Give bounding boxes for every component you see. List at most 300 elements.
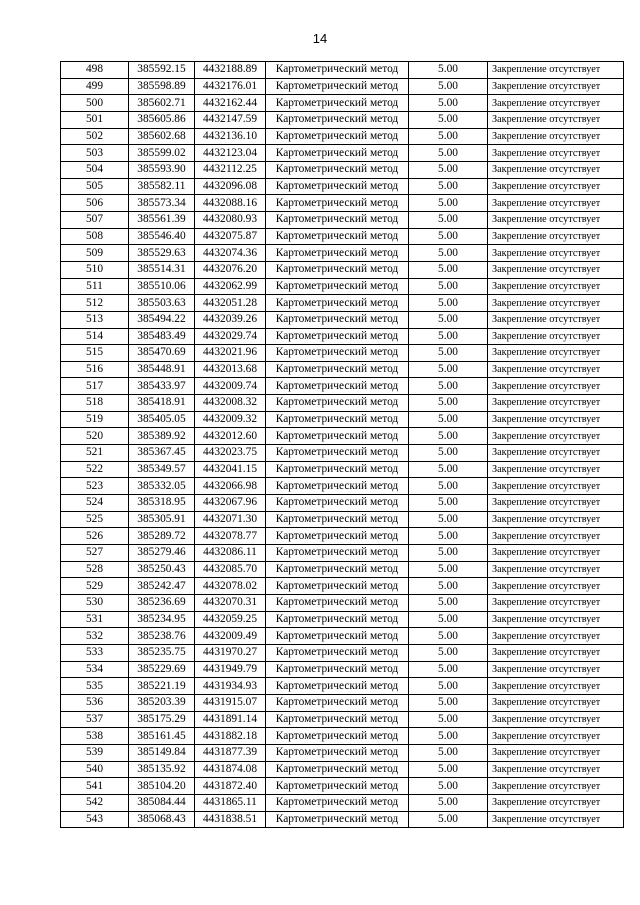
- table-row: [61, 561, 624, 578]
- accuracy-cell: 5.00: [409, 95, 488, 112]
- accuracy-cell: 5.00: [409, 395, 488, 412]
- table-row: [61, 744, 624, 761]
- table-row: [61, 528, 624, 545]
- table-row: [61, 161, 624, 178]
- table-row: [61, 511, 624, 528]
- fixation-cell: Закрепление отсутствует: [488, 345, 624, 362]
- accuracy-cell: 5.00: [409, 644, 488, 661]
- x-coordinate-cell: 385598.89: [129, 78, 195, 95]
- y-coordinate-cell: 4432074.36: [195, 245, 266, 262]
- accuracy-cell: 5.00: [409, 111, 488, 128]
- table-row: [61, 778, 624, 795]
- table-row: [61, 428, 624, 445]
- method-cell: Картометрический метод: [266, 595, 409, 612]
- point-number-cell: 511: [61, 278, 129, 295]
- fixation-cell: Закрепление отсутствует: [488, 128, 624, 145]
- table-row: [61, 128, 624, 145]
- accuracy-cell: 5.00: [409, 311, 488, 328]
- method-cell: Картометрический метод: [266, 578, 409, 595]
- fixation-cell: Закрепление отсутствует: [488, 678, 624, 695]
- accuracy-cell: 5.00: [409, 328, 488, 345]
- x-coordinate-cell: 385175.29: [129, 711, 195, 728]
- x-coordinate-cell: 385592.15: [129, 62, 195, 79]
- x-coordinate-cell: 385236.69: [129, 595, 195, 612]
- point-number-cell: 501: [61, 111, 129, 128]
- method-cell: Картометрический метод: [266, 228, 409, 245]
- fixation-cell: Закрепление отсутствует: [488, 794, 624, 811]
- y-coordinate-cell: 4431891.14: [195, 711, 266, 728]
- table-row: [61, 661, 624, 678]
- accuracy-cell: 5.00: [409, 545, 488, 562]
- method-cell: Картометрический метод: [266, 95, 409, 112]
- point-number-cell: 537: [61, 711, 129, 728]
- accuracy-cell: 5.00: [409, 345, 488, 362]
- method-cell: Картометрический метод: [266, 778, 409, 795]
- accuracy-cell: 5.00: [409, 728, 488, 745]
- y-coordinate-cell: 4432123.04: [195, 145, 266, 162]
- fixation-cell: Закрепление отсутствует: [488, 411, 624, 428]
- accuracy-cell: 5.00: [409, 711, 488, 728]
- accuracy-cell: 5.00: [409, 628, 488, 645]
- x-coordinate-cell: 385448.91: [129, 361, 195, 378]
- x-coordinate-cell: 385229.69: [129, 661, 195, 678]
- method-cell: Картометрический метод: [266, 545, 409, 562]
- method-cell: Картометрический метод: [266, 528, 409, 545]
- y-coordinate-cell: 4431874.08: [195, 761, 266, 778]
- point-number-cell: 535: [61, 678, 129, 695]
- x-coordinate-cell: 385503.63: [129, 295, 195, 312]
- point-number-cell: 531: [61, 611, 129, 628]
- point-number-cell: 498: [61, 62, 129, 79]
- y-coordinate-cell: 4432041.15: [195, 461, 266, 478]
- x-coordinate-cell: 385367.45: [129, 445, 195, 462]
- method-cell: Картометрический метод: [266, 311, 409, 328]
- fixation-cell: Закрепление отсутствует: [488, 395, 624, 412]
- coordinates-table: [60, 61, 624, 828]
- method-cell: Картометрический метод: [266, 744, 409, 761]
- method-cell: Картометрический метод: [266, 78, 409, 95]
- table-row: [61, 245, 624, 262]
- method-cell: Картометрический метод: [266, 711, 409, 728]
- method-cell: Картометрический метод: [266, 395, 409, 412]
- y-coordinate-cell: 4432075.87: [195, 228, 266, 245]
- table-row: [61, 445, 624, 462]
- fixation-cell: Закрепление отсутствует: [488, 95, 624, 112]
- accuracy-cell: 5.00: [409, 245, 488, 262]
- point-number-cell: 536: [61, 694, 129, 711]
- x-coordinate-cell: 385349.57: [129, 461, 195, 478]
- table-row: [61, 95, 624, 112]
- table-row: [61, 478, 624, 495]
- fixation-cell: Закрепление отсутствует: [488, 428, 624, 445]
- point-number-cell: 512: [61, 295, 129, 312]
- point-number-cell: 510: [61, 261, 129, 278]
- point-number-cell: 523: [61, 478, 129, 495]
- accuracy-cell: 5.00: [409, 811, 488, 828]
- method-cell: Картометрический метод: [266, 261, 409, 278]
- point-number-cell: 541: [61, 778, 129, 795]
- table-row: [61, 794, 624, 811]
- x-coordinate-cell: 385084.44: [129, 794, 195, 811]
- x-coordinate-cell: 385289.72: [129, 528, 195, 545]
- x-coordinate-cell: 385602.71: [129, 95, 195, 112]
- accuracy-cell: 5.00: [409, 78, 488, 95]
- fixation-cell: Закрепление отсутствует: [488, 62, 624, 79]
- y-coordinate-cell: 4431949.79: [195, 661, 266, 678]
- point-number-cell: 521: [61, 445, 129, 462]
- y-coordinate-cell: 4432039.26: [195, 311, 266, 328]
- fixation-cell: Закрепление отсутствует: [488, 811, 624, 828]
- y-coordinate-cell: 4432062.99: [195, 278, 266, 295]
- table-row: [61, 811, 624, 828]
- table-row: [61, 361, 624, 378]
- y-coordinate-cell: 4432012.60: [195, 428, 266, 445]
- y-coordinate-cell: 4431865.11: [195, 794, 266, 811]
- y-coordinate-cell: 4432023.75: [195, 445, 266, 462]
- accuracy-cell: 5.00: [409, 195, 488, 212]
- fixation-cell: Закрепление отсутствует: [488, 245, 624, 262]
- table-row: [61, 411, 624, 428]
- table-row: [61, 78, 624, 95]
- accuracy-cell: 5.00: [409, 578, 488, 595]
- method-cell: Картометрический метод: [266, 145, 409, 162]
- x-coordinate-cell: 385561.39: [129, 211, 195, 228]
- point-number-cell: 527: [61, 545, 129, 562]
- table-row: [61, 628, 624, 645]
- accuracy-cell: 5.00: [409, 378, 488, 395]
- fixation-cell: Закрепление отсутствует: [488, 228, 624, 245]
- accuracy-cell: 5.00: [409, 661, 488, 678]
- method-cell: Картометрический метод: [266, 561, 409, 578]
- point-number-cell: 515: [61, 345, 129, 362]
- point-number-cell: 540: [61, 761, 129, 778]
- y-coordinate-cell: 4432080.93: [195, 211, 266, 228]
- y-coordinate-cell: 4431872.40: [195, 778, 266, 795]
- method-cell: Картометрический метод: [266, 761, 409, 778]
- fixation-cell: Закрепление отсутствует: [488, 628, 624, 645]
- accuracy-cell: 5.00: [409, 611, 488, 628]
- y-coordinate-cell: 4432067.96: [195, 495, 266, 512]
- fixation-cell: Закрепление отсутствует: [488, 78, 624, 95]
- accuracy-cell: 5.00: [409, 528, 488, 545]
- point-number-cell: 504: [61, 161, 129, 178]
- y-coordinate-cell: 4432136.10: [195, 128, 266, 145]
- table-row: [61, 611, 624, 628]
- accuracy-cell: 5.00: [409, 511, 488, 528]
- y-coordinate-cell: 4432085.70: [195, 561, 266, 578]
- point-number-cell: 530: [61, 595, 129, 612]
- accuracy-cell: 5.00: [409, 411, 488, 428]
- accuracy-cell: 5.00: [409, 694, 488, 711]
- table-row: [61, 378, 624, 395]
- x-coordinate-cell: 385242.47: [129, 578, 195, 595]
- fixation-cell: Закрепление отсутствует: [488, 145, 624, 162]
- y-coordinate-cell: 4431877.39: [195, 744, 266, 761]
- table-row: [61, 595, 624, 612]
- fixation-cell: Закрепление отсутствует: [488, 595, 624, 612]
- coordinates-table-body: [61, 62, 624, 828]
- table-row: [61, 345, 624, 362]
- table-row: [61, 145, 624, 162]
- y-coordinate-cell: 4432008.32: [195, 395, 266, 412]
- method-cell: Картометрический метод: [266, 411, 409, 428]
- point-number-cell: 542: [61, 794, 129, 811]
- y-coordinate-cell: 4432009.74: [195, 378, 266, 395]
- table-row: [61, 728, 624, 745]
- y-coordinate-cell: 4432176.01: [195, 78, 266, 95]
- y-coordinate-cell: 4432066.98: [195, 478, 266, 495]
- accuracy-cell: 5.00: [409, 145, 488, 162]
- point-number-cell: 520: [61, 428, 129, 445]
- y-coordinate-cell: 4432009.49: [195, 628, 266, 645]
- accuracy-cell: 5.00: [409, 428, 488, 445]
- point-number-cell: 499: [61, 78, 129, 95]
- point-number-cell: 509: [61, 245, 129, 262]
- point-number-cell: 505: [61, 178, 129, 195]
- fixation-cell: Закрепление отсутствует: [488, 761, 624, 778]
- accuracy-cell: 5.00: [409, 228, 488, 245]
- fixation-cell: Закрепление отсутствует: [488, 728, 624, 745]
- method-cell: Картометрический метод: [266, 478, 409, 495]
- x-coordinate-cell: 385405.05: [129, 411, 195, 428]
- point-number-cell: 522: [61, 461, 129, 478]
- accuracy-cell: 5.00: [409, 495, 488, 512]
- y-coordinate-cell: 4432013.68: [195, 361, 266, 378]
- accuracy-cell: 5.00: [409, 178, 488, 195]
- x-coordinate-cell: 385573.34: [129, 195, 195, 212]
- fixation-cell: Закрепление отсутствует: [488, 561, 624, 578]
- table-row: [61, 545, 624, 562]
- fixation-cell: Закрепление отсутствует: [488, 278, 624, 295]
- accuracy-cell: 5.00: [409, 161, 488, 178]
- x-coordinate-cell: 385279.46: [129, 545, 195, 562]
- table-row: [61, 578, 624, 595]
- y-coordinate-cell: 4432076.20: [195, 261, 266, 278]
- x-coordinate-cell: 385238.76: [129, 628, 195, 645]
- fixation-cell: Закрепление отсутствует: [488, 478, 624, 495]
- x-coordinate-cell: 385389.92: [129, 428, 195, 445]
- x-coordinate-cell: 385582.11: [129, 178, 195, 195]
- y-coordinate-cell: 4432009.32: [195, 411, 266, 428]
- method-cell: Картометрический метод: [266, 128, 409, 145]
- accuracy-cell: 5.00: [409, 678, 488, 695]
- x-coordinate-cell: 385149.84: [129, 744, 195, 761]
- method-cell: Картометрический метод: [266, 328, 409, 345]
- method-cell: Картометрический метод: [266, 644, 409, 661]
- point-number-cell: 517: [61, 378, 129, 395]
- fixation-cell: Закрепление отсутствует: [488, 295, 624, 312]
- y-coordinate-cell: 4432078.77: [195, 528, 266, 545]
- y-coordinate-cell: 4431934.93: [195, 678, 266, 695]
- method-cell: Картометрический метод: [266, 245, 409, 262]
- table-row: [61, 228, 624, 245]
- table-row: [61, 395, 624, 412]
- method-cell: Картометрический метод: [266, 295, 409, 312]
- table-row: [61, 295, 624, 312]
- method-cell: Картометрический метод: [266, 611, 409, 628]
- table-row: [61, 278, 624, 295]
- method-cell: Картометрический метод: [266, 811, 409, 828]
- table-row: [61, 761, 624, 778]
- x-coordinate-cell: 385494.22: [129, 311, 195, 328]
- fixation-cell: Закрепление отсутствует: [488, 511, 624, 528]
- method-cell: Картометрический метод: [266, 378, 409, 395]
- method-cell: Картометрический метод: [266, 345, 409, 362]
- accuracy-cell: 5.00: [409, 595, 488, 612]
- point-number-cell: 519: [61, 411, 129, 428]
- page-number: 14: [312, 31, 328, 46]
- y-coordinate-cell: 4432096.08: [195, 178, 266, 195]
- fixation-cell: Закрепление отсутствует: [488, 694, 624, 711]
- method-cell: Картометрический метод: [266, 445, 409, 462]
- point-number-cell: 500: [61, 95, 129, 112]
- x-coordinate-cell: 385203.39: [129, 694, 195, 711]
- x-coordinate-cell: 385470.69: [129, 345, 195, 362]
- x-coordinate-cell: 385332.05: [129, 478, 195, 495]
- y-coordinate-cell: 4432071.30: [195, 511, 266, 528]
- accuracy-cell: 5.00: [409, 211, 488, 228]
- accuracy-cell: 5.00: [409, 778, 488, 795]
- fixation-cell: Закрепление отсутствует: [488, 778, 624, 795]
- method-cell: Картометрический метод: [266, 278, 409, 295]
- point-number-cell: 528: [61, 561, 129, 578]
- x-coordinate-cell: 385305.91: [129, 511, 195, 528]
- x-coordinate-cell: 385602.68: [129, 128, 195, 145]
- fixation-cell: Закрепление отсутствует: [488, 328, 624, 345]
- fixation-cell: Закрепление отсутствует: [488, 378, 624, 395]
- point-number-cell: 539: [61, 744, 129, 761]
- x-coordinate-cell: 385605.86: [129, 111, 195, 128]
- fixation-cell: Закрепление отсутствует: [488, 644, 624, 661]
- fixation-cell: Закрепление отсутствует: [488, 311, 624, 328]
- fixation-cell: Закрепление отсутствует: [488, 211, 624, 228]
- accuracy-cell: 5.00: [409, 445, 488, 462]
- method-cell: Картометрический метод: [266, 728, 409, 745]
- x-coordinate-cell: 385104.20: [129, 778, 195, 795]
- point-number-cell: 525: [61, 511, 129, 528]
- table-row: [61, 461, 624, 478]
- y-coordinate-cell: 4432029.74: [195, 328, 266, 345]
- fixation-cell: Закрепление отсутствует: [488, 445, 624, 462]
- accuracy-cell: 5.00: [409, 794, 488, 811]
- accuracy-cell: 5.00: [409, 62, 488, 79]
- y-coordinate-cell: 4431838.51: [195, 811, 266, 828]
- table-row: [61, 111, 624, 128]
- point-number-cell: 506: [61, 195, 129, 212]
- point-number-cell: 502: [61, 128, 129, 145]
- table-row: [61, 495, 624, 512]
- accuracy-cell: 5.00: [409, 744, 488, 761]
- method-cell: Картометрический метод: [266, 428, 409, 445]
- table-row: [61, 211, 624, 228]
- method-cell: Картометрический метод: [266, 178, 409, 195]
- method-cell: Картометрический метод: [266, 361, 409, 378]
- fixation-cell: Закрепление отсутствует: [488, 261, 624, 278]
- x-coordinate-cell: 385514.31: [129, 261, 195, 278]
- point-number-cell: 513: [61, 311, 129, 328]
- method-cell: Картометрический метод: [266, 211, 409, 228]
- method-cell: Картометрический метод: [266, 111, 409, 128]
- method-cell: Картометрический метод: [266, 495, 409, 512]
- fixation-cell: Закрепление отсутствует: [488, 461, 624, 478]
- x-coordinate-cell: 385234.95: [129, 611, 195, 628]
- method-cell: Картометрический метод: [266, 461, 409, 478]
- method-cell: Картометрический метод: [266, 62, 409, 79]
- fixation-cell: Закрепление отсутствует: [488, 495, 624, 512]
- method-cell: Картометрический метод: [266, 794, 409, 811]
- accuracy-cell: 5.00: [409, 278, 488, 295]
- fixation-cell: Закрепление отсутствует: [488, 195, 624, 212]
- method-cell: Картометрический метод: [266, 661, 409, 678]
- method-cell: Картометрический метод: [266, 678, 409, 695]
- y-coordinate-cell: 4432070.31: [195, 595, 266, 612]
- y-coordinate-cell: 4432078.02: [195, 578, 266, 595]
- fixation-cell: Закрепление отсутствует: [488, 744, 624, 761]
- accuracy-cell: 5.00: [409, 761, 488, 778]
- fixation-cell: Закрепление отсутствует: [488, 545, 624, 562]
- y-coordinate-cell: 4432162.44: [195, 95, 266, 112]
- x-coordinate-cell: 385135.92: [129, 761, 195, 778]
- y-coordinate-cell: 4432188.89: [195, 62, 266, 79]
- y-coordinate-cell: 4432112.25: [195, 161, 266, 178]
- table-row: [61, 261, 624, 278]
- x-coordinate-cell: 385510.06: [129, 278, 195, 295]
- table-row: [61, 711, 624, 728]
- fixation-cell: Закрепление отсутствует: [488, 578, 624, 595]
- x-coordinate-cell: 385483.49: [129, 328, 195, 345]
- x-coordinate-cell: 385593.90: [129, 161, 195, 178]
- y-coordinate-cell: 4431970.27: [195, 644, 266, 661]
- point-number-cell: 503: [61, 145, 129, 162]
- method-cell: Картометрический метод: [266, 694, 409, 711]
- accuracy-cell: 5.00: [409, 461, 488, 478]
- y-coordinate-cell: 4432088.16: [195, 195, 266, 212]
- method-cell: Картометрический метод: [266, 511, 409, 528]
- x-coordinate-cell: 385068.43: [129, 811, 195, 828]
- method-cell: Картометрический метод: [266, 161, 409, 178]
- x-coordinate-cell: 385318.95: [129, 495, 195, 512]
- x-coordinate-cell: 385599.02: [129, 145, 195, 162]
- point-number-cell: 508: [61, 228, 129, 245]
- method-cell: Картометрический метод: [266, 195, 409, 212]
- table-row: [61, 644, 624, 661]
- y-coordinate-cell: 4432059.25: [195, 611, 266, 628]
- y-coordinate-cell: 4432021.96: [195, 345, 266, 362]
- accuracy-cell: 5.00: [409, 295, 488, 312]
- x-coordinate-cell: 385161.45: [129, 728, 195, 745]
- point-number-cell: 538: [61, 728, 129, 745]
- point-number-cell: 543: [61, 811, 129, 828]
- point-number-cell: 529: [61, 578, 129, 595]
- x-coordinate-cell: 385250.43: [129, 561, 195, 578]
- point-number-cell: 514: [61, 328, 129, 345]
- fixation-cell: Закрепление отсутствует: [488, 528, 624, 545]
- x-coordinate-cell: 385418.91: [129, 395, 195, 412]
- point-number-cell: 507: [61, 211, 129, 228]
- table-row: [61, 62, 624, 79]
- method-cell: Картометрический метод: [266, 628, 409, 645]
- fixation-cell: Закрепление отсутствует: [488, 711, 624, 728]
- point-number-cell: 516: [61, 361, 129, 378]
- y-coordinate-cell: 4432051.28: [195, 295, 266, 312]
- x-coordinate-cell: 385546.40: [129, 228, 195, 245]
- x-coordinate-cell: 385221.19: [129, 678, 195, 695]
- table-row: [61, 328, 624, 345]
- accuracy-cell: 5.00: [409, 561, 488, 578]
- accuracy-cell: 5.00: [409, 478, 488, 495]
- point-number-cell: 526: [61, 528, 129, 545]
- accuracy-cell: 5.00: [409, 361, 488, 378]
